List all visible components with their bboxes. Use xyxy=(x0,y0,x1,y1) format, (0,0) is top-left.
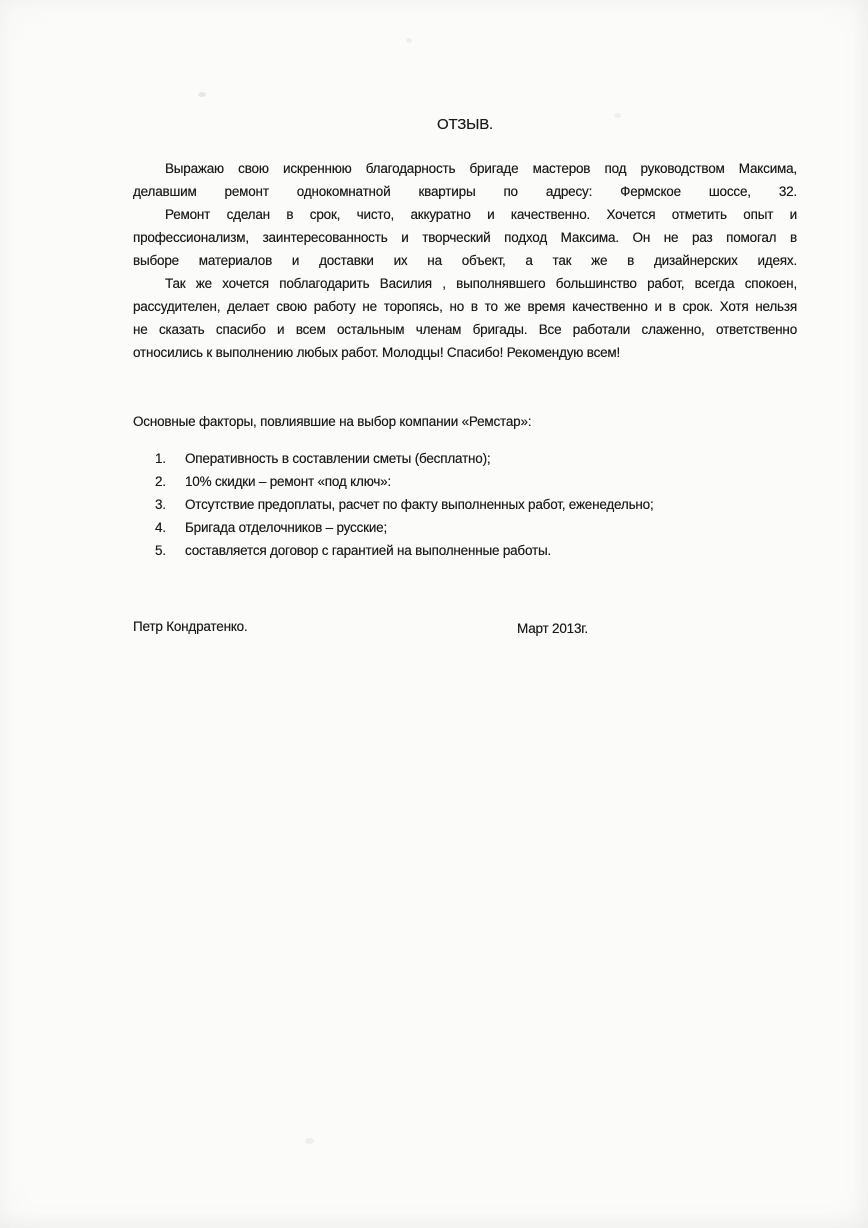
review-line: относились к выполнению любых работ. Молодцы! Спасибо! Рекомендую всем! xyxy=(133,345,621,360)
review-line: профессионализм, заинтересованность и творческий подход Максима. Он не раз помогал в xyxy=(133,230,797,245)
factors-heading: Основные факторы, повлиявшие на выбор компании «Ремстар»: xyxy=(133,414,532,429)
factor-item xyxy=(155,516,797,539)
review-line: Так же хочется поблагодарить Василия , выполнявшего большинство работ, всегда спокоен, xyxy=(165,276,797,291)
factor-number: 5. xyxy=(155,543,166,558)
signature-name: Петр Кондратенко. xyxy=(133,619,248,634)
review-line: Ремонт сделан в срок, чисто, аккуратно и качественно. Хочется отметить опыт и xyxy=(165,207,797,222)
factor-number: 1. xyxy=(155,451,166,466)
factor-text: Отсутствие предоплаты, расчет по факту выполненных работ, еженедельно; xyxy=(185,497,654,512)
document-title: ОТЗЫВ. xyxy=(437,116,493,133)
factor-item xyxy=(155,493,797,516)
factor-text: составляется договор с гарантией на выполненные работы. xyxy=(185,543,552,558)
signature-row xyxy=(133,615,797,638)
factor-number: 3. xyxy=(155,497,166,512)
factor-text: Оперативность в составлении сметы (бесплатно); xyxy=(185,451,491,466)
review-line: не сказать спасибо и всем остальным членам бригады. Все работали слаженно, ответственно xyxy=(133,322,797,337)
review-line: рассудителен, делает свою работу не торопясь, но в то же время качественно и в срок. Хотя нельзя xyxy=(133,299,797,314)
review-line: выборе материалов и доставки их на объект, а так же в дизайнерских идеях. xyxy=(133,253,797,268)
factor-item xyxy=(155,470,797,493)
signature-date: Март 2013г. xyxy=(517,621,588,636)
review-line: Выражаю свою искреннюю благодарность бригаде мастеров под руководством Максима, xyxy=(165,161,797,176)
factor-number: 2. xyxy=(155,474,166,489)
review-line: делавшим ремонт однокомнатной квартиры по адресу: Фермское шоссе, 32. xyxy=(133,184,797,199)
factor-number: 4. xyxy=(155,520,166,535)
factors-list xyxy=(155,447,797,562)
factor-item xyxy=(155,539,797,562)
review-body xyxy=(133,157,797,364)
scan-speck xyxy=(305,1138,314,1144)
scan-speck xyxy=(198,92,206,97)
factor-text: 10% скидки – ремонт «под ключ»: xyxy=(185,474,392,489)
scan-speck xyxy=(406,38,412,43)
factor-item xyxy=(155,447,797,470)
factor-text: Бригада отделочников – русские; xyxy=(185,520,388,535)
